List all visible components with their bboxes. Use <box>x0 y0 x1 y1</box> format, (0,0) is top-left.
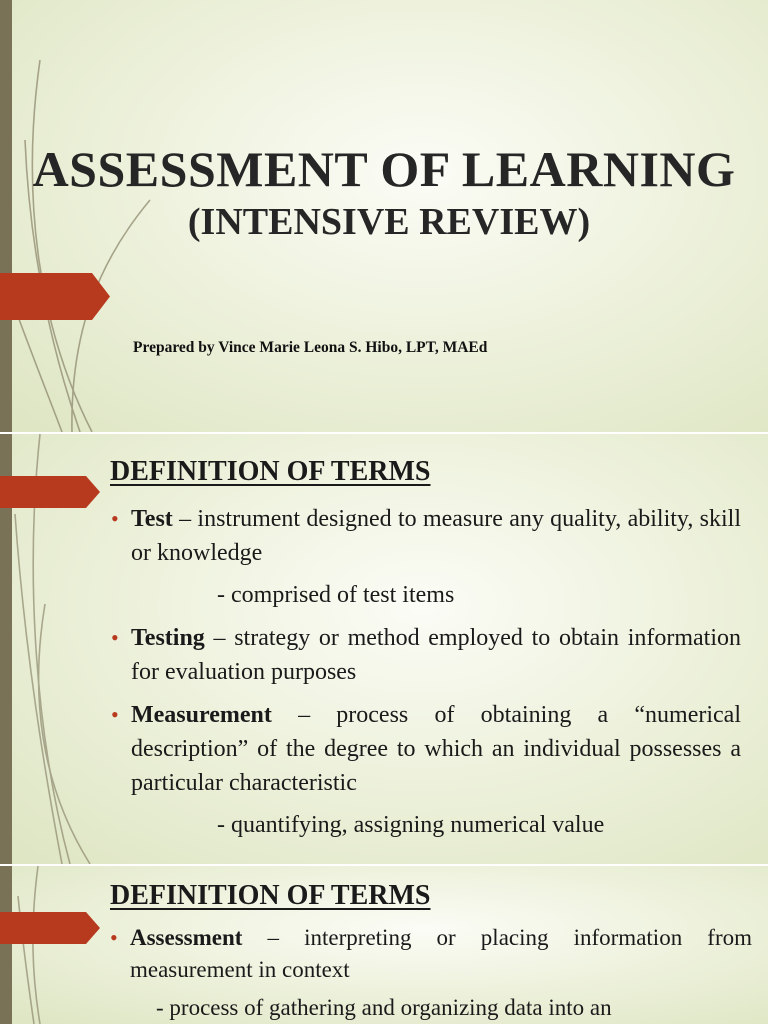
term-subnote: - process of gathering and organizing data into an <box>156 995 612 1020</box>
list-item <box>111 698 741 842</box>
definition-list <box>110 922 752 1024</box>
definition-slide-2 <box>0 866 768 1024</box>
term-definition: – instrument designed to measure any quality, ability, skill or knowledge <box>131 506 741 566</box>
red-arrow-tab <box>0 476 100 508</box>
term-subnote: - quantifying, assigning numerical value <box>217 812 605 838</box>
left-accent-bar <box>0 866 12 1024</box>
term-definition: – interpreting or placing information from measurement in context <box>130 925 752 982</box>
term-label: Assessment <box>130 925 243 950</box>
author-credit: Prepared by Vince Marie Leona S. Hibo, LPT, MAEd <box>133 339 488 356</box>
term-subnote: - comprised of test items <box>217 582 455 608</box>
definition-list <box>111 502 741 851</box>
list-item <box>110 922 752 1024</box>
list-item <box>111 621 741 689</box>
term-label: Testing <box>131 625 205 651</box>
term-label: Test <box>131 506 173 532</box>
list-item <box>111 502 741 612</box>
slide-heading: DEFINITION OF TERMS <box>110 456 431 487</box>
presentation-title: ASSESSMENT OF LEARNING <box>32 141 736 197</box>
red-arrow-tab <box>0 273 110 320</box>
presentation-subtitle: (INTENSIVE REVIEW) <box>187 201 591 243</box>
term-definition: – strategy or method employed to obtain information for evaluation purposes <box>131 625 741 685</box>
term-definition: – process of obtaining a “numerical description” of the degree to which an individual possesses a particular characteristic <box>131 702 741 796</box>
slide-heading: DEFINITION OF TERMS <box>110 880 431 911</box>
red-arrow-tab <box>0 912 100 944</box>
title-slide <box>0 0 768 432</box>
term-label: Measurement <box>131 702 272 728</box>
definition-slide-1 <box>0 434 768 864</box>
